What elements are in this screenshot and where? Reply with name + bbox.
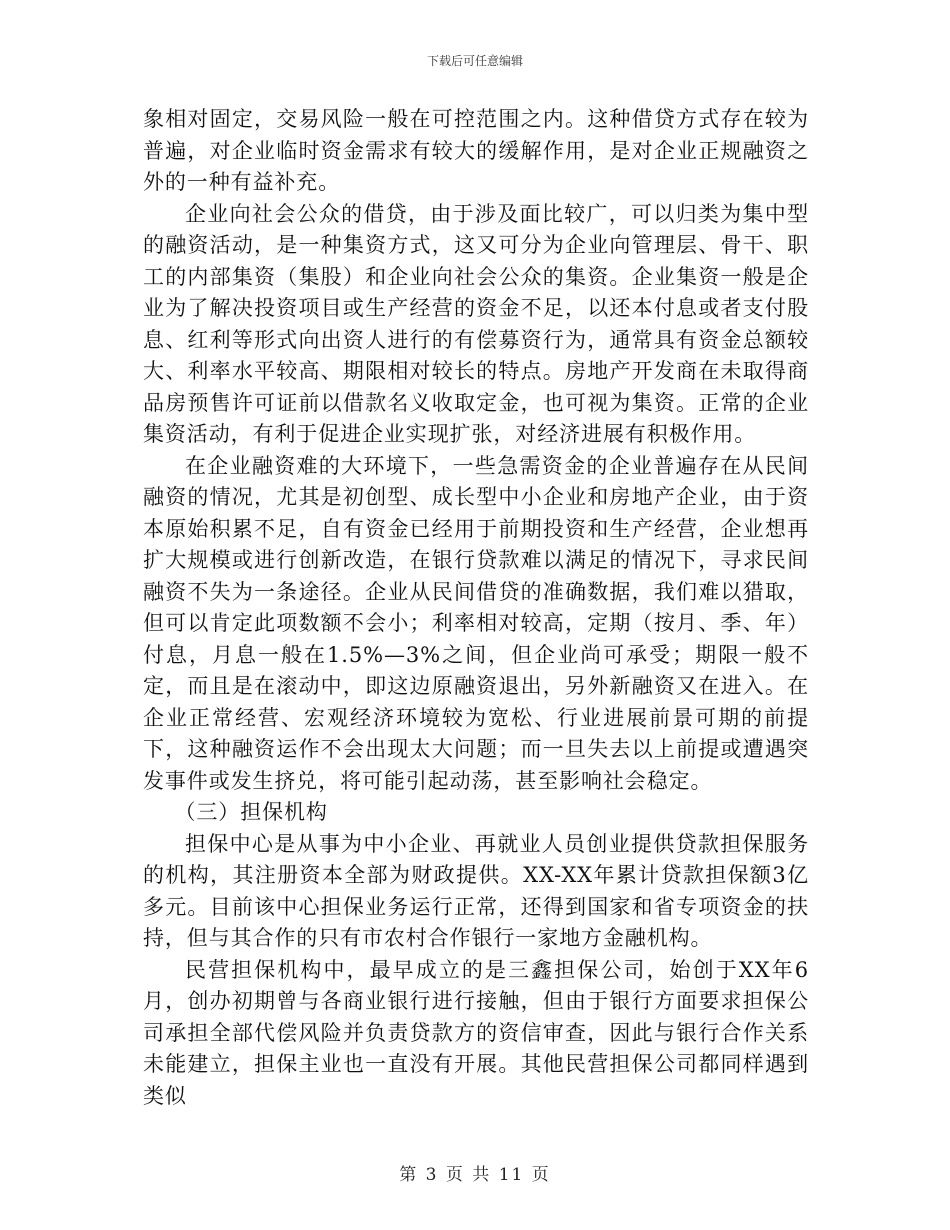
paragraph-private-financing: 在企业融资难的大环境下，一些急需资金的企业普遍存在从民间融资的情况，尤其是初创型、成长型中小企业和房地产企业，由于资本原始积累不足，自有资金已经用于前期投资和生产经营，企业想再扩大规模或进行创新改造，在银行贷款难以满足的情况下，寻求民间融资不失为一条途径。企业从民间借贷的准确数据，我们难以猎取，但可以肯定此项数额不会小；利率相对较高，定期（按月、季、年）付息，月息一般在1.5%—3%之间，但企业尚可承受；期限一般不定，而且是在滚动中，即这边原融资退出，另外新融资又在进入。在企业正常经营、宏观经济环境较为宽松、行业进展前景可期的前提下，这种融资运作不会出现太大问题；而一旦失去以上前提或遭遇突发事件或发生挤兑，将可能引起动荡，甚至影响社会稳定。 (143, 453, 809, 793)
document-body (143, 104, 809, 1112)
paragraph-public-borrowing: 企业向社会公众的借贷，由于涉及面比较广，可以归类为集中型的融资活动，是一种集资方式，这又可分为企业向管理层、骨干、职工的内部集资（集股）和企业向社会公众的集资。企业集资一般是企业为了解决投资项目或生产经营的资金不足，以还本付息或者支付股息、红利等形式向出资人进行的有偿募资行为，通常具有资金总额较大、利率水平较高、期限相对较长的特点。房地产开发商在未取得商品房预售许可证前以借款名义收取定金，也可视为集资。正常的企业集资活动，有利于促进企业实现扩张，对经济进展有积极作用。 (143, 201, 809, 446)
page-header: 下载后可任意编辑 (426, 54, 523, 68)
section-heading-guarantee: （三）担保机构 (174, 800, 328, 824)
paragraph-private-guarantee: 民营担保机构中，最早成立的是三鑫担保公司，始创于XX年6月，创办初期曾与各商业银行进行接触，但由于银行方面要求担保公司承担全部代偿风险并负责贷款方的资信审查，因此与银行合作关系未能建立，担保主业也一直没有开展。其他民营担保公司都同样遇到类似 (143, 957, 809, 1108)
paragraph-continuation: 象相对固定，交易风险一般在可控范围之内。这种借贷方式存在较为普遍，对企业临时资金需求有较大的缓解作用，是对企业正规融资之外的一种有益补充。 (143, 107, 809, 194)
page-number-footer: 第 3 页 共 11 页 (399, 1165, 551, 1185)
paragraph-guarantee-center: 担保中心是从事为中小企业、再就业人员创业提供贷款担保服务的机构，其注册资本全部为财政提供。XX-XX年累计贷款担保额3亿多元。目前该中心担保业务运行正常，还得到国家和省专项资金的扶持，但与其合作的只有市农村合作银行一家地方金融机构。 (143, 831, 809, 950)
